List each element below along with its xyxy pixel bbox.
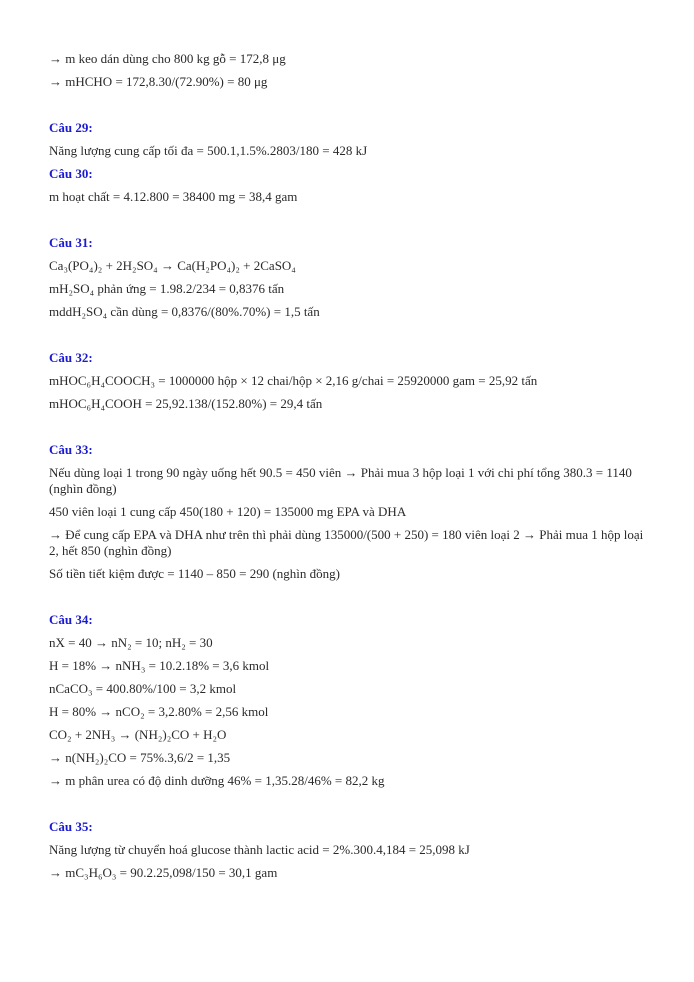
question-heading: Câu 35: bbox=[49, 819, 93, 834]
text-line: mddH₂SO₄ cần dùng = 0,8376/(80%.70%) = 1,5 tấn bbox=[49, 304, 320, 319]
text-line: Nếu dùng loại 1 trong 90 ngày uống hết 90.5 = 450 viên → Phải mua 3 hộp loại 1 với chi phí tổng 380.3 = 1140 (nghìn đồng) bbox=[49, 465, 632, 496]
text-line: nX = 40 → nN₂ = 10; nH₂ = 30 bbox=[49, 635, 213, 650]
text-line: → m phân urea có độ dinh dưỡng 46% = 1,35.28/46% = 82,2 kg bbox=[49, 773, 385, 788]
text-line: Năng lượng từ chuyển hoá glucose thành lactic acid = 2%.300.4,184 = 25,098 kJ bbox=[49, 842, 470, 857]
text-line: → m keo dán dùng cho 800 kg gỗ = 172,8 μg bbox=[49, 51, 286, 66]
text-line: mH₂SO₄ phản ứng = 1.98.2/234 = 0,8376 tấn bbox=[49, 281, 285, 296]
text-line: m hoạt chất = 4.12.800 = 38400 mg = 38,4 gam bbox=[49, 189, 298, 204]
text-line: H = 80% → nCO₂ = 3,2.80% = 2,56 kmol bbox=[49, 704, 269, 719]
text-line: CO₂ + 2NH₃ → (NH₂)₂CO + H₂O bbox=[49, 727, 227, 742]
question-heading: Câu 32: bbox=[49, 350, 93, 365]
text-line: Số tiền tiết kiệm được = 1140 – 850 = 290 (nghìn đồng) bbox=[49, 566, 340, 581]
text-line: mHOC₆H₄COOH = 25,92.138/(152.80%) = 29,4 tấn bbox=[49, 396, 323, 411]
text-line: → mC₃H₆O₃ = 90.2.25,098/150 = 30,1 gam bbox=[49, 865, 278, 880]
document-page bbox=[49, 47, 649, 884]
text-line: → n(NH₂)₂CO = 75%.3,6/2 = 1,35 bbox=[49, 750, 231, 765]
text-line: nCaCO₃ = 400.80%/100 = 3,2 kmol bbox=[49, 681, 237, 696]
text-line: Ca₃(PO₄)₂ + 2H₂SO₄ → Ca(H₂PO₄)₂ + 2CaSO₄ bbox=[49, 258, 296, 273]
question-heading: Câu 30: bbox=[49, 166, 93, 181]
text-line: → Để cung cấp EPA và DHA như trên thì phải dùng 135000/(500 + 250) = 180 viên loại 2 → Phải mua 1 hộp loại 2, hết 850 (nghìn đồng) bbox=[49, 527, 644, 558]
question-heading: Câu 33: bbox=[49, 442, 93, 457]
question-heading: Câu 34: bbox=[49, 612, 93, 627]
text-line: H = 18% → nNH₃ = 10.2.18% = 3,6 kmol bbox=[49, 658, 270, 673]
text-line: Năng lượng cung cấp tối đa = 500.1,1.5%.2803/180 = 428 kJ bbox=[49, 143, 368, 158]
text-line: → mHCHO = 172,8.30/(72.90%) = 80 μg bbox=[49, 74, 268, 89]
question-heading: Câu 31: bbox=[49, 235, 93, 250]
text-line: 450 viên loại 1 cung cấp 450(180 + 120) = 135000 mg EPA và DHA bbox=[49, 504, 407, 519]
question-heading: Câu 29: bbox=[49, 120, 93, 135]
text-line: mHOC₆H₄COOCH₃ = 1000000 hộp × 12 chai/hộp × 2,16 g/chai = 25920000 gam = 25,92 tấn bbox=[49, 373, 538, 388]
